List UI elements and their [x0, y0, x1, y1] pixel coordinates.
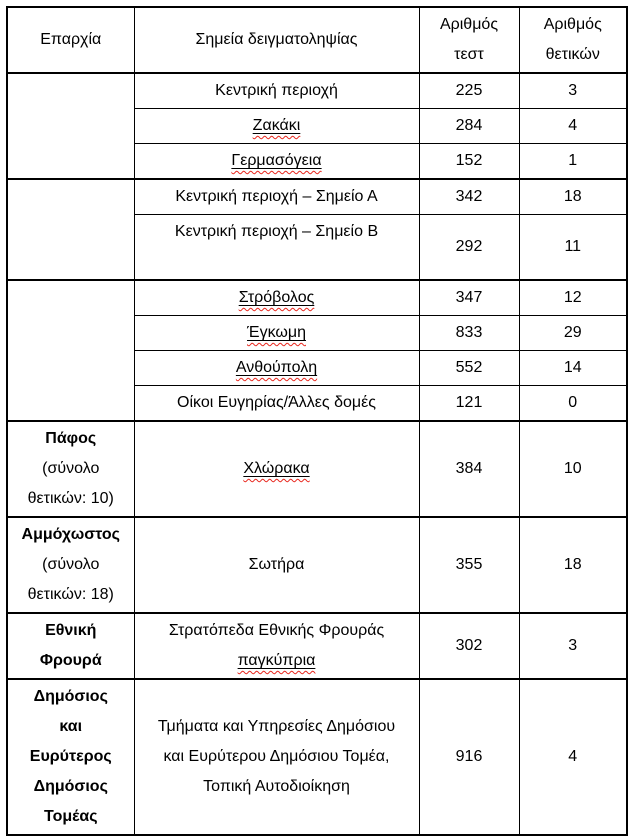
- tests-value: 355: [419, 517, 519, 613]
- tests-value: 833: [419, 316, 519, 351]
- header-province: Επαρχία: [7, 7, 134, 73]
- table-row: [7, 280, 627, 316]
- table-row: [7, 613, 627, 679]
- positives-value: 1: [519, 144, 627, 180]
- positives-value: 29: [519, 316, 627, 351]
- sampling-point-misspelled: Ζακάκι: [134, 109, 419, 144]
- sampling-point: Κεντρική περιοχή – Σημείο Β: [134, 215, 419, 281]
- province-cell-national-guard: Εθνική Φρουρά: [7, 613, 134, 679]
- province-cell-public-sector: Δημόσιος και Ευρύτερος Δημόσιος Τομέας: [7, 679, 134, 835]
- positives-value: 10: [519, 421, 627, 517]
- positives-value: 4: [519, 109, 627, 144]
- province-cell-paphos: Πάφος (σύνολο θετικών: 10): [7, 421, 134, 517]
- sampling-point: Κεντρική περιοχή: [134, 73, 419, 109]
- sampling-point-misspelled: Χλώρακα: [134, 421, 419, 517]
- sampling-point: Οίκοι Ευγηρίας/Άλλες δομές: [134, 386, 419, 422]
- province-cell-empty-3: [7, 280, 134, 421]
- sampling-statistics-table: [6, 6, 628, 836]
- province-cell-ammochostos: Αμμόχωστος (σύνολο θετικών: 18): [7, 517, 134, 613]
- positives-value: 18: [519, 517, 627, 613]
- tests-value: 342: [419, 179, 519, 215]
- tests-value: 347: [419, 280, 519, 316]
- positives-value: 3: [519, 613, 627, 679]
- table-row: [7, 679, 627, 835]
- table-row: [7, 421, 627, 517]
- province-cell-empty-1: [7, 73, 134, 179]
- header-sampling-points: Σημεία δειγματοληψίας: [134, 7, 419, 73]
- tests-value: 292: [419, 215, 519, 281]
- sampling-point: Σωτήρα: [134, 517, 419, 613]
- tests-value: 552: [419, 351, 519, 386]
- positives-value: 12: [519, 280, 627, 316]
- table-row: [7, 179, 627, 215]
- positives-value: 4: [519, 679, 627, 835]
- header-row: [7, 7, 627, 73]
- tests-value: 121: [419, 386, 519, 422]
- sampling-point-misspelled: Γερμασόγεια: [134, 144, 419, 180]
- positives-value: 11: [519, 215, 627, 281]
- tests-value: 916: [419, 679, 519, 835]
- tests-value: 225: [419, 73, 519, 109]
- header-positives: Αριθμός θετικών: [519, 7, 627, 73]
- sampling-point: Κεντρική περιοχή – Σημείο Α: [134, 179, 419, 215]
- province-cell-empty-2: [7, 179, 134, 280]
- sampling-point-multiline: Τμήματα και Υπηρεσίες Δημόσιου και Ευρύτερου Δημόσιου Τομέα, Τοπική Αυτοδιοίκηση: [134, 679, 419, 835]
- positives-value: 0: [519, 386, 627, 422]
- sampling-point-multiline: Στρατόπεδα Εθνικής Φρουράς παγκύπρια: [134, 613, 419, 679]
- table-row: [7, 517, 627, 613]
- tests-value: 152: [419, 144, 519, 180]
- sampling-point-misspelled: Έγκωμη: [134, 316, 419, 351]
- tests-value: 384: [419, 421, 519, 517]
- sampling-point-misspelled: Ανθούπολη: [134, 351, 419, 386]
- positives-value: 3: [519, 73, 627, 109]
- table-row: [7, 73, 627, 109]
- header-tests: Αριθμός τεστ: [419, 7, 519, 73]
- positives-value: 18: [519, 179, 627, 215]
- positives-value: 14: [519, 351, 627, 386]
- tests-value: 302: [419, 613, 519, 679]
- sampling-point-misspelled: Στρόβολος: [134, 280, 419, 316]
- tests-value: 284: [419, 109, 519, 144]
